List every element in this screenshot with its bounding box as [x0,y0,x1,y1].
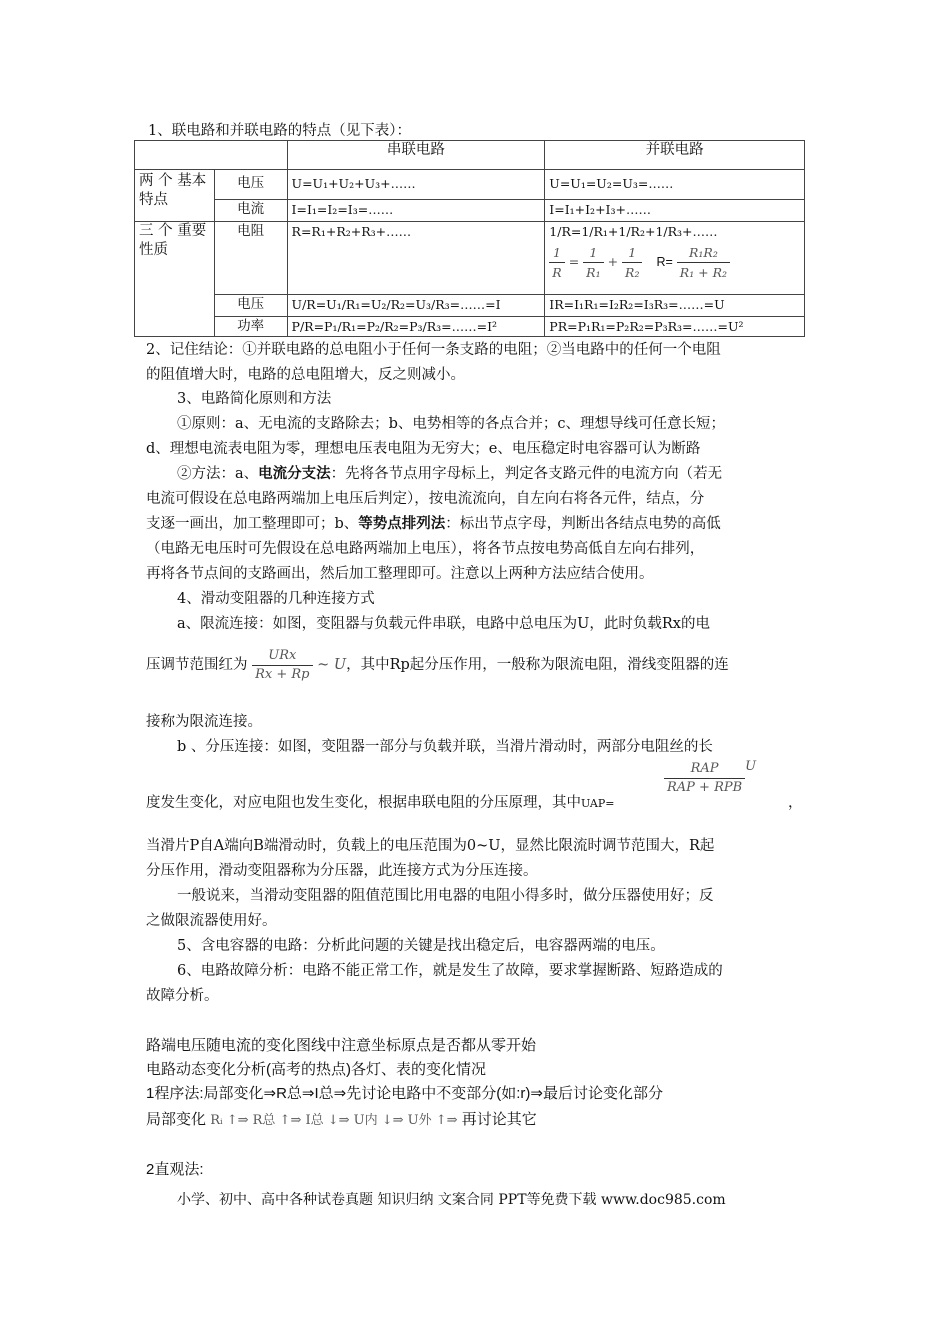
equipotential-method: 等势点排列法 [358,515,446,532]
limit-line-1: a、限流连接：如图，变阻器与负载元件串联，电路中总电压为U，此时负载Rx的电 [177,616,710,632]
section6-line-2: 故障分析。 [146,988,219,1004]
divider-line-1: b 、分压连接：如图，变阻器一部分与负载并联，当滑片滑动时，两部分电阻丝的长 [177,739,713,755]
divider-line-3: 当滑片P自A端向B端滑动时，负载上的电压范围为0~U，显然比限流时调节范围大，R起 [146,838,715,854]
limit-line-3: 接称为限流连接。 [146,714,262,730]
dynamic-chain: Rᵢ ↑⇒ R总 ↑⇒ I总 ↓⇒ U内 ↓⇒ U外 ↑⇒ [210,1113,458,1128]
method-line-1: ②方法：a、电流分支法：先将各节点用字母标上，判定各支路元件的电流方向（若无 [177,465,723,482]
series-power: P/R=P₁/R₁=P₂/R₂=P₃/R₃=……=I² [287,317,545,337]
series-resistance: R=R₁+R₂+R₃+…… [287,222,545,295]
table-row [135,170,805,200]
section4-title: 4、滑动变阻器的几种连接方式 [177,591,375,607]
conclusion-line-2: 的阻值增大时，电路的总电阻增大，反之则减小。 [146,367,465,383]
row-label: 电压 [214,170,287,200]
parallel-current: I=I₁+I₂+I₃+…… [545,200,805,222]
section6-line-1: 6、电路故障分析：电路不能正常工作，就是发生了故障，要求掌握断路、短路造成的 [177,963,723,979]
limit-range-fraction: $\frac{\text{URx}}{Rx + Rp}$ [252,647,312,684]
divider-line-4: 分压作用，滑动变阻器称为分压器，此连接方式为分压连接。 [146,863,538,879]
supplement-line-5: 2直观法: [146,1161,204,1178]
parallel-resistance-formula: $\frac{1}{R}$ = $\frac{1}{\text{R₁}}$ + $\frac{1}{\text{R₂}}$ R= $\frac{\text{R₁R₂}}{\text{R₁ + R₂}}$ [549,243,800,282]
conclusion-line-1: 2、记住结论：①并联电路的总电阻小于任何一条支路的电阻；②当电路中的任何一个电阻 [146,342,721,358]
row-label: 电阻 [214,222,287,295]
supplement-line-4: 局部变化 Rᵢ ↑⇒ R总 ↑⇒ I总 ↓⇒ U内 ↓⇒ U外 ↑⇒ 再讨论其它 [146,1111,537,1128]
series-current: I=I₁=I₂=I₃=…… [287,200,545,222]
supplement-line-3: 1程序法:局部变化⇒R总⇒I总⇒先讨论电路中不变部分(如:r)⇒最后讨论变化部分 [146,1085,663,1102]
divider-fraction: $\frac{\text{RAP}}{\text{RAP + RPB}}$ U [664,760,756,797]
usage-line-1: 一般说来，当滑动变阻器的阻值范围比用电器的电阻小得多时，做分压器使用好；反 [177,888,714,904]
principle-line-2: d、理想电流表电阻为零，理想电压表电阻为无穷大；e、电压稳定时电容器可认为断路 [146,441,701,457]
series-ratio-voltage: U/R=U₁/R₁=U₂/R₂=U₃/R₃=……=I [287,295,545,317]
row-label: 电压 [214,295,287,317]
method-line-3: 支逐一画出，加工整理即可；b、等势点排列法：标出节点字母，判断出各结点电势的高低 [146,515,721,532]
section5: 5、含电容器的电路：分析此问题的关键是找出稳定后，电容器两端的电压。 [177,938,665,954]
table-row [135,200,805,222]
principle-line-1: ①原则：a、无电流的支路除去；b、电势相等的各点合并；c、理想导线可任意长短； [177,416,726,432]
parallel-ratio-voltage: IR=I₁R₁=I₂R₂=I₃R₃=……=U [545,295,805,317]
footer-ad: 小学、初中、高中各种试卷真题 知识归纳 文案合同 PPT等免费下载 www.doc985.com [177,1192,726,1208]
section3-title: 3、电路简化原则和方法 [177,391,332,407]
series-voltage: U=U₁+U₂+U₃+…… [287,170,545,200]
table-header-row [135,141,805,170]
table-row [135,222,805,295]
current-branch-method: 电流分支法 [258,465,331,482]
table-row [135,317,805,337]
divider-comma: ， [788,795,803,811]
group-basic: 两 个 基本特点 [135,170,215,222]
divider-line-2: 度发生变化，对应电阻也发生变化，根据串联电阻的分压原理，其中UAP= [146,795,615,811]
group-properties: 三 个 重要性质 [135,222,215,337]
row-label: 电流 [214,200,287,222]
usage-line-2: 之做限流器使用好。 [146,913,277,929]
method-line-2: 电流可假设在总电路两端加上电压后判定），按电流流向，自左向右将各元件，结点，分 [146,491,705,507]
header-parallel: 并联电路 [545,141,805,170]
supplement-line-2: 电路动态变化分析(高考的热点)各灯、表的变化情况 [146,1061,486,1078]
parallel-resistance [545,222,805,295]
limit-line-2: 压调节范围红为 $\frac{\text{URx}}{Rx + Rp}$ ~ U，其中Rp起分压作用，一般称为限流电阻，滑线变阻器的连 [146,647,729,682]
parallel-resistance-text: 1/R=1/R₁+1/R₂+1/R₃+…… [549,224,718,239]
header-series: 串联电路 [287,141,545,170]
method-line-4: （电路无电压时可先假设在总电路两端加上电压），将各节点按电势高低自左向右排列， [146,541,705,557]
header-blank [135,141,288,170]
parallel-power: PR=P₁R₁=P₂R₂=P₃R₃=……=U² [545,317,805,337]
supplement-line-1: 路端电压随电流的变化图线中注意坐标原点是否都从零开始 [146,1037,537,1054]
section1-title: 1、联电路和并联电路的特点（见下表）： [148,123,411,139]
parallel-voltage: U=U₁=U₂=U₃=…… [545,170,805,200]
row-label: 功率 [214,317,287,337]
method-line-5: 再将各节点间的支路画出，然后加工整理即可。注意以上两种方法应结合使用。 [146,566,654,582]
table-row [135,295,805,317]
circuit-properties-table [134,140,805,337]
